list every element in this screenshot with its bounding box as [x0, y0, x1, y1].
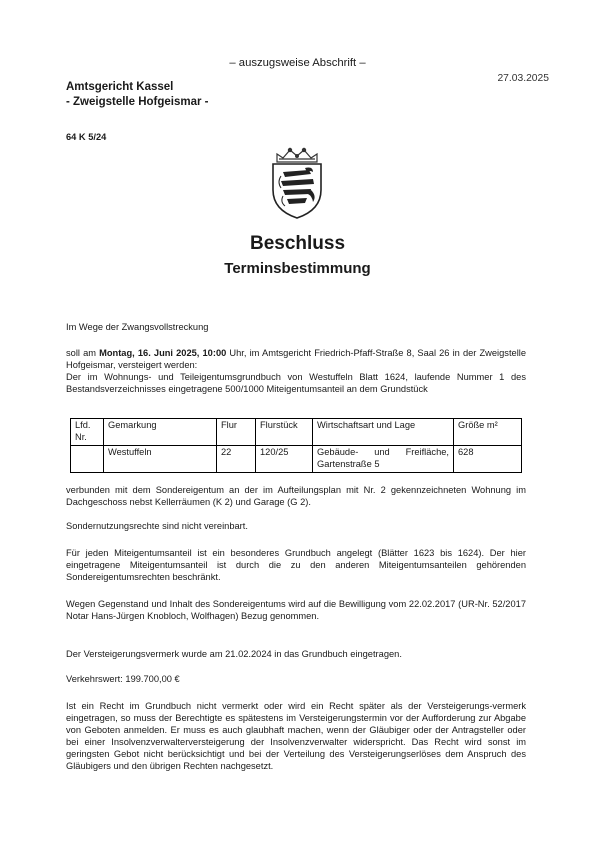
market-value: Verkehrswert: 199.700,00 €: [66, 674, 180, 684]
land-register-paragraph: Für jeden Miteigentumsanteil ist ein besonderes Grundbuch angelegt (Blätter 1623 bis 1624). Der hier eingetragene Miteigentumsanteil ist durch die zu den anderen Miteigentumsanteilen gehörenden Sondereigentumsrechten beschränkt.: [66, 548, 526, 582]
rights-paragraph: Ist ein Recht im Grundbuch nicht vermerkt oder wird ein Recht später als der Versteigerungs-vermerk eingetragen, so muss der Berechtigte es spätestens im Versteigerungstermin vor der Aufforderung zur Abgabe von Geboten anmelden. Er muss es auch glaubhaft machen, wenn der Gläubiger oder der Antragsteller oder bei einer Insolvenzverwalterversteigerung der Insolvenzverwalter widerspricht. Das Recht wird sonst im geringsten Gebot nicht berücksichtigt und bei der Verteilung des Versteigerungserlöses dem Anspruch des Gläubigers und den übrigen Rechten nachgesetzt.: [66, 701, 526, 771]
document-subtitle: Terminsbestimmung: [224, 260, 371, 277]
column-header: Flurstück: [256, 419, 313, 446]
auction-note-paragraph: Der Versteigerungsvermerk wurde am 21.02.2024 in das Grundbuch eingetragen.: [66, 649, 402, 659]
copy-note: – auszugsweise Abschrift –: [229, 57, 366, 69]
schedule-location: , im Amtsgericht Friedrich-Pfaff-Straße 8, Saal 26 in der Zweigstelle Hofgeismar, versteigert werden:: [66, 348, 526, 370]
column-header: Wirtschaftsart und Lage: [313, 419, 454, 446]
auction-datetime: Montag, 16. Juni 2025, 10:00: [99, 348, 227, 358]
column-header: Lfd. Nr.: [71, 419, 104, 446]
column-header: Flur: [217, 419, 256, 446]
table-header-row: [71, 419, 522, 446]
table-cell: Westuffeln: [104, 446, 217, 473]
hesse-coat-of-arms-icon: [263, 146, 331, 220]
special-rights-paragraph: Sondernutzungsrechte sind nicht vereinbart.: [66, 521, 248, 531]
document-title: Beschluss: [249, 233, 346, 254]
column-header: Gemarkung: [104, 419, 217, 446]
document-date: 27.03.2025: [497, 73, 549, 84]
table-cell: 628: [454, 446, 522, 473]
schedule-time-unit: Uhr: [226, 348, 244, 358]
court-name: Amtsgericht Kassel: [66, 81, 174, 93]
intro-text: Im Wege der Zwangsvollstreckung: [66, 322, 209, 332]
auction-schedule: [66, 347, 526, 395]
auction-object: Der im Wohnungs- und Teileigentumsgrundbuch von Westuffeln Blatt 1624, laufende Nummer 1 des Bestandsverzeichnisses eingetragene 500/1000 Miteigentumsanteil an dem Grundstück: [66, 372, 526, 394]
case-number: 64 K 5/24: [66, 132, 107, 142]
column-header: Größe m²: [454, 419, 522, 446]
land-parcel-table: [70, 418, 522, 473]
table-cell: [71, 446, 104, 473]
table-row: [71, 446, 522, 473]
court-branch: - Zweigstelle Hofgeismar -: [66, 96, 209, 108]
schedule-prefix: soll am: [66, 348, 100, 358]
table-cell: Gebäude- und Freifläche, Gartenstraße 5: [313, 446, 454, 473]
connection-paragraph: verbunden mit dem Sondereigentum an der im Aufteilungsplan mit Nr. 2 gekennzeichneten Wohnung im Dachgeschoss nebst Kellerräumen (K 2) und Garage (G 2).: [66, 485, 526, 507]
table-cell: 120/25: [256, 446, 313, 473]
table-cell: 22: [217, 446, 256, 473]
approval-paragraph: Wegen Gegenstand und Inhalt des Sondereigentums wird auf die Bewilligung vom 22.02.2017 (UR-Nr. 52/2017 Notar Hans-Jürgen Knobloch, Wolfhagen) Bezug genommen.: [66, 599, 526, 621]
